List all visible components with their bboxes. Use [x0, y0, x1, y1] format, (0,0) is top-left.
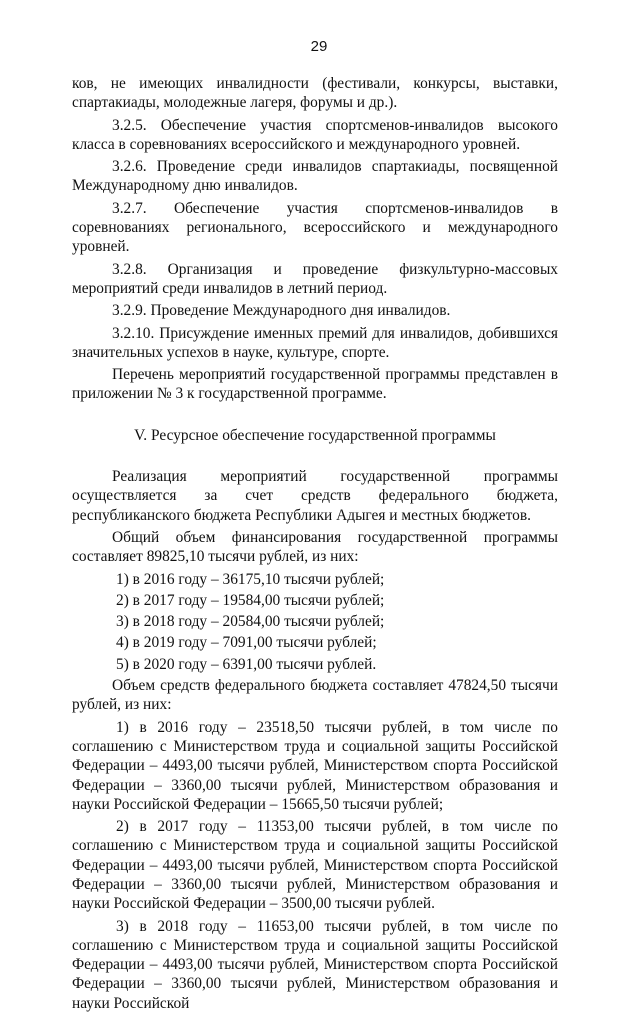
- paragraph-section-intro: Реализация мероприятий государственной программы осуществляется за счет средств федерального бюджета, республиканского бюджета Республики Адыгея и местных бюджетов.: [72, 468, 558, 524]
- total-list-item: 3) в 2018 году – 20584,00 тысячи рублей;: [116, 613, 385, 631]
- federal-list-item: 3) в 2018 году – 11653,00 тысячи рублей, в том числе по соглашению с Министерством труда и социальной защиты Российской Федерации – 4493,00 тысячи рублей, Министерством спорта Российской Федерации – 3360,00 тысячи рублей, Министерством образования и науки Российской: [72, 917, 558, 1012]
- paragraph-appendix-reference: Перечень мероприятий государственной программы представлен в приложении № 3 к государственной программе.: [72, 366, 558, 403]
- paragraph-item-3-2-10: 3.2.10. Присуждение именных премий для инвалидов, добившихся значительных успехов в науке, культуре, спорте.: [72, 324, 558, 361]
- paragraph-federal-intro: Объем средств федерального бюджета составляет 47824,50 тысячи рублей, из них:: [72, 677, 558, 714]
- paragraph-item-3-2-6: 3.2.6. Проведение среди инвалидов спартакиады, посвященной Международному дню инвалидов.: [72, 158, 558, 195]
- federal-list-item: 1) в 2016 году – 23518,50 тысячи рублей, в том числе по соглашению с Министерством труда и социальной защиты Российской Федерации – 4493,00 тысячи рублей, Министерством спорта Российской Федерации – 3360,00 тысячи рублей, Министерством образования и науки Российской Федерации – 15665,50 тысячи рублей;: [72, 718, 558, 813]
- total-list-item: 1) в 2016 году – 36175,10 тысячи рублей;: [116, 570, 385, 588]
- total-list-item: 4) в 2019 году – 7091,00 тысячи рублей;: [116, 634, 377, 652]
- paragraph-item-3-2-9: 3.2.9. Проведение Международного дня инвалидов.: [112, 302, 451, 320]
- page-number: 29: [310, 38, 328, 55]
- federal-list-item: 2) в 2017 году – 11353,00 тысячи рублей, в том числе по соглашению с Министерством труда и социальной защиты Российской Федерации – 4493,00 тысячи рублей, Министерством спорта Российской Федерации – 3360,00 тысячи рублей, Министерством образования и науки Российской Федерации – 3500,00 тысячи рублей.: [72, 818, 558, 913]
- total-list-item: 2) в 2017 году – 19584,00 тысячи рублей;: [116, 591, 385, 609]
- section-heading: V. Ресурсное обеспечение государственной программы: [134, 426, 496, 444]
- paragraph-item-3-2-8: 3.2.8. Организация и проведение физкультурно-массовых мероприятий среди инвалидов в летний период.: [72, 260, 558, 297]
- paragraph-total-intro: Общий объем финансирования государственной программы составляет 89825,10 тысячи рублей, из них:: [72, 528, 558, 566]
- paragraph-item-3-2-7: 3.2.7. Обеспечение участия спортсменов-инвалидов в соревнованиях регионального, всероссийского и международного уровней.: [72, 199, 558, 256]
- total-list-item: 5) в 2020 году – 6391,00 тысячи рублей.: [116, 655, 377, 673]
- paragraph-item-3-2-5: 3.2.5. Обеспечение участия спортсменов-инвалидов высокого класса в соревнованиях всероссийского и международного уровней.: [72, 116, 558, 153]
- paragraph-continuation: ков, не имеющих инвалидности (фестивали, конкурсы, выставки, спартакиады, молодежные лагеря, форумы и др.).: [72, 75, 558, 112]
